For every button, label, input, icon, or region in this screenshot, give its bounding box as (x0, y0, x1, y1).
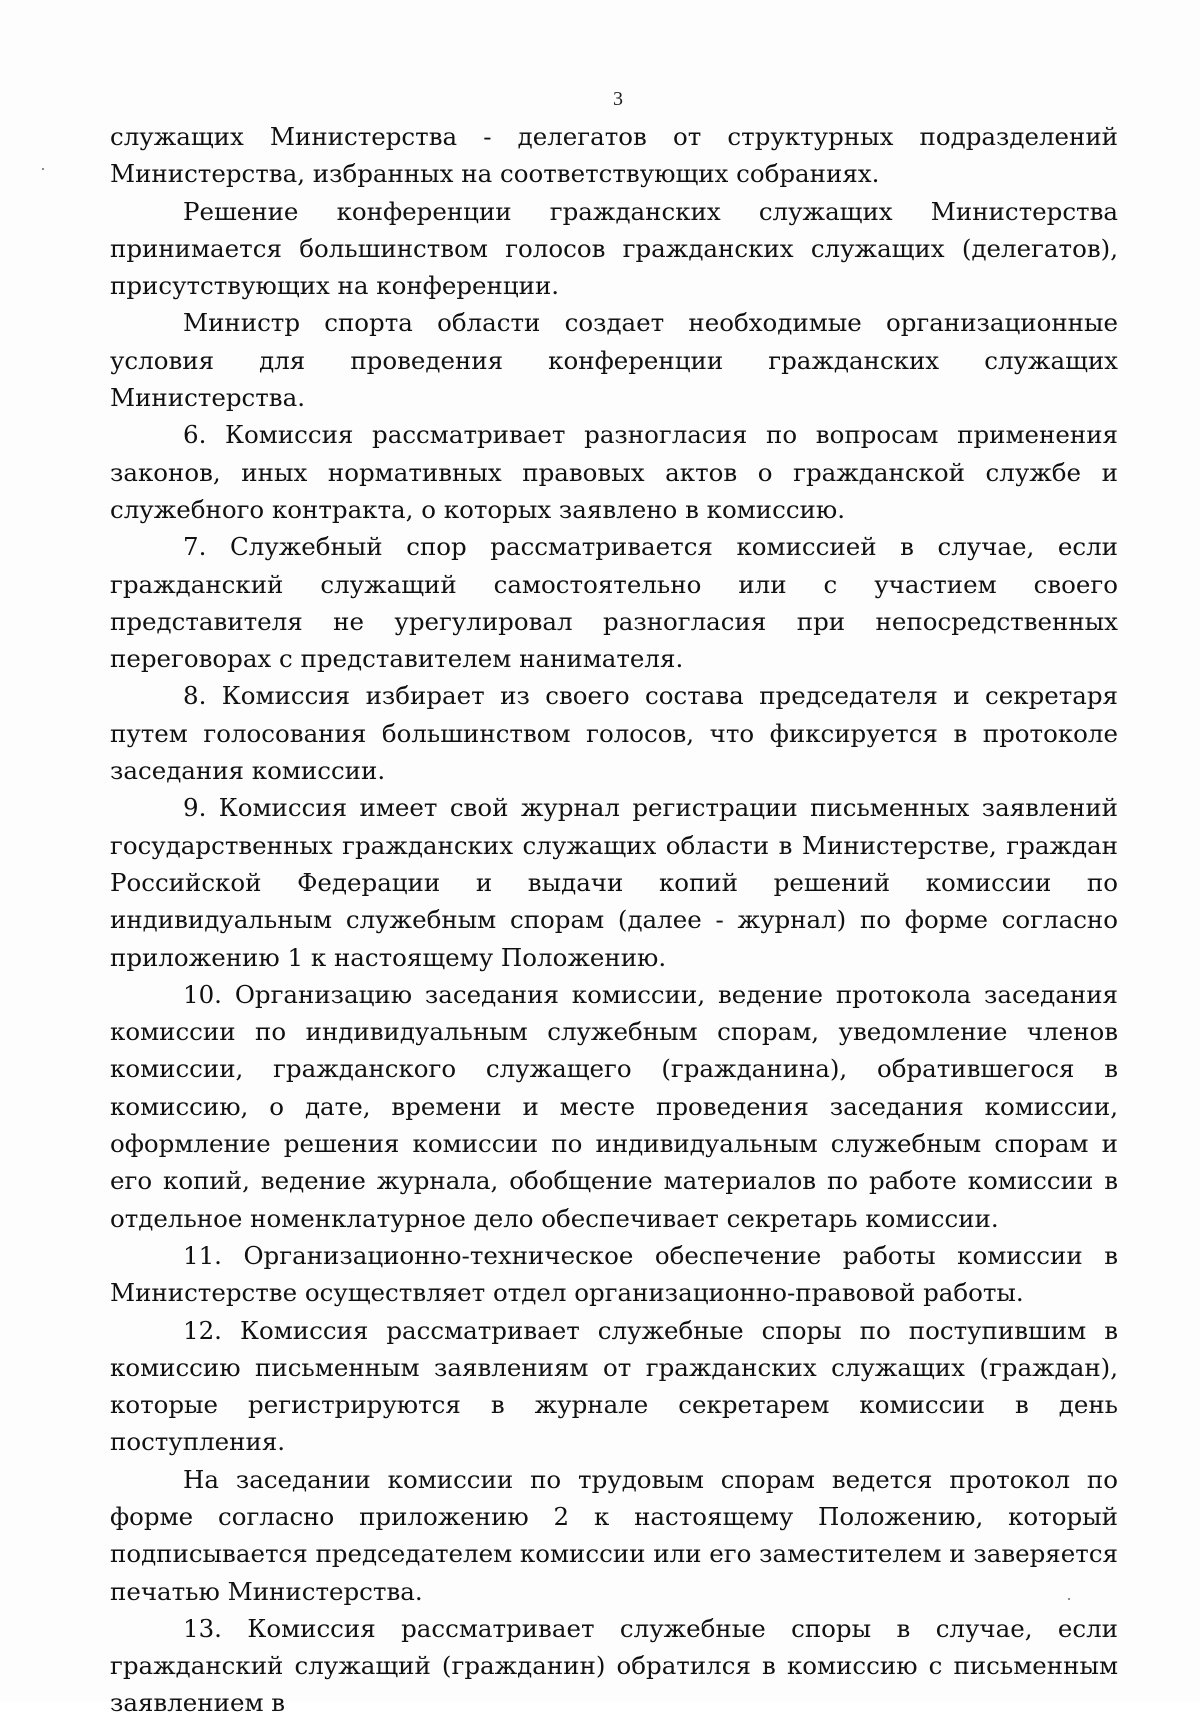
paragraph-protocol: На заседании комиссии по трудовым спорам ведется протокол по форме согласно приложению 2 к настоящему Положению, который подписывается председателем комиссии или его заместителем и заверяется печатью Министерства. (110, 1464, 1118, 1606)
paragraph-conference-decision: Решение конференции гражданских служащих Министерства принимается большинством голосов гражданских служащих (делегатов), присутствующих на конференции. (110, 196, 1118, 301)
paragraph-continuation: служащих Министерства - делегатов от структурных подразделений Министерства, избранных на соответствующих собраниях. (110, 122, 1118, 189)
scan-artifact-dot (1068, 1598, 1070, 1600)
paragraph-minister-conditions: Министр спорта области создает необходимые организационные условия для проведения конференции гражданских служащих Министерства. (110, 308, 1118, 413)
scan-artifact-dot (42, 168, 44, 170)
paragraph-item-10: 10. Организацию заседания комиссии, ведение протокола заседания комиссии по индивидуальным служебным спорам, уведомление членов комиссии, гражданского служащего (гражданина), обратившегося в комиссию, о дате, времени и месте проведения заседания комиссии, оформление решения комиссии по индивидуальным служебным спорам и его копий, ведение журнала, обобщение материалов по работе комиссии в отдельное номенклатурное дело обеспечивает секретарь комиссии. (110, 979, 1118, 1233)
paragraph-item-7: 7. Служебный спор рассматривается комиссией в случае, если гражданский служащий самостоятельно или с участием своего представителя не урегулировал разногласия при непосредственных переговорах с представителем нанимателя. (110, 532, 1118, 674)
paragraph-item-9: 9. Комиссия имеет свой журнал регистрации письменных заявлений государственных гражданских служащих области в Министерстве, граждан Российской Федерации и выдачи копий решений комиссии по индивидуальным служебным спорам (далее - журнал) по форме согласно приложению 1 к настоящему Положению. (110, 793, 1118, 972)
paragraph-item-6: 6. Комиссия рассматривает разногласия по вопросам применения законов, иных нормативных правовых актов о гражданской службе и служебного контракта, о которых заявлено в комиссию. (110, 420, 1118, 524)
paragraph-item-12: 12. Комиссия рассматривает служебные споры по поступившим в комиссию письменным заявлениям от гражданских служащих (граждан), которые регистрируются в журнале секретарем комиссии в день поступления. (110, 1315, 1118, 1457)
paragraph-item-13: 13. Комиссия рассматривает служебные споры в случае, если гражданский служащий (гражданин) обратился в комиссию с письменным заявлением в (110, 1613, 1118, 1718)
document-body (110, 118, 1118, 1722)
page-number: 3 (613, 88, 623, 110)
paragraph-item-8: 8. Комиссия избирает из своего состава председателя и секретаря путем голосования большинством голосов, что фиксируется в протоколе заседания комиссии. (110, 681, 1118, 786)
paragraph-item-11: 11. Организационно-техническое обеспечение работы комиссии в Министерстве осуществляет отдел организационно-правовой работы. (110, 1240, 1118, 1308)
